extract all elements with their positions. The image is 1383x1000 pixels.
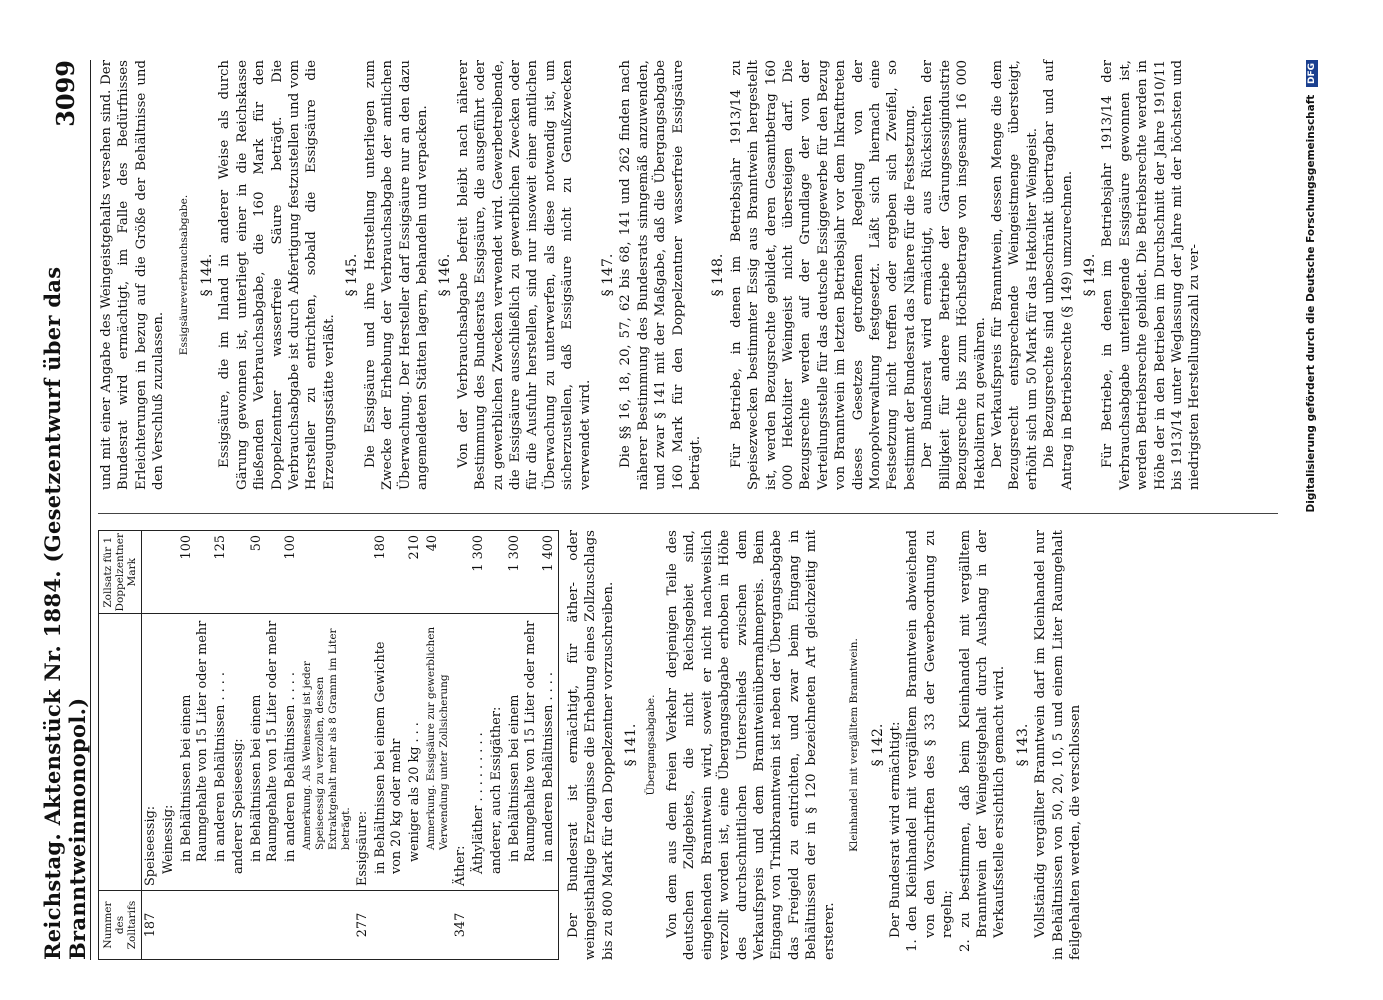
table-header-item [99, 614, 142, 891]
table-row [452, 531, 470, 960]
paragraph: Die §§ 16, 18, 20, 57, 62 bis 68, 141 und 262 finden nach näherer Bestimmung des Bundesrats sinngemäß anzuwenden, und zwar § 141 mit der Maßgabe, daß die Übergangsabgabe 160 Mark für den Doppelzentner wasserfreie Essigsäure beträgt. [618, 60, 703, 490]
table-row [300, 531, 354, 960]
tariff-number [406, 891, 424, 960]
tariff-rate: 180 [372, 531, 406, 614]
table-row [230, 531, 248, 960]
tariff-number [160, 891, 178, 960]
tariff-item: Anmerkung. Als Weinessig ist jeder Speiseessig zu verzollen, dessen Extraktgehalt mehr als 8 Gramm im Liter beträgt. [301, 628, 352, 850]
tariff-number [470, 891, 488, 960]
tariff-rate [142, 531, 161, 614]
tariff-number [540, 891, 559, 960]
paragraph: Der Verkaufspreis für Branntwein, dessen Menge die dem Bezugsrecht entsprechende Weingeistmenge übersteigt, erhöht sich um 50 Mark für das Hektoliter Weingeist. [989, 60, 1040, 490]
tariff-number: 187 [142, 891, 161, 960]
section-heading: § 141. [623, 723, 640, 767]
tariff-rate: 1 400 [540, 531, 559, 614]
paragraph: Von dem aus dem freien Verkehr derjenigen Teile des deutschen Zollgebiets, die nicht Reichsgebiet sind, eingehenden Branntwein wird, soweit er nicht nachweislich verzollt worden ist, eine Übergangsabgabe erhoben in Höhe des durchschnittlichen Unterschieds zwischen dem Verkaufspreis und dem Branntweinübernahmepreis. Beim Eingang von Trinkbranntwein ist neben der Übergangsabgabe das Freigeld zu entrichten, und zwar beim Eingang in Behältnissen der in § 120 bezeichneten Art gleichzeitig mit ersterer. [665, 530, 837, 960]
tariff-number [248, 891, 282, 960]
tariff-rate: 50 [248, 531, 282, 614]
tariff-number [506, 891, 540, 960]
tariff-rate: 100 [282, 531, 300, 614]
tariff-item: in Behältnissen bei einem Raumgehalte von 15 Liter oder mehr [179, 620, 210, 862]
tariff-number [282, 891, 300, 960]
tariff-item: weniger als 20 kg . . . [407, 722, 422, 862]
section-heading: § 144. [199, 253, 216, 297]
list-item: 1. den Kleinhandel mit vergälltem Branntwein abweichend von den Vorschriften des § 33 der Gewerbeordnung zu regeln; [905, 530, 956, 952]
table-row [160, 531, 178, 960]
tariff-number: 347 [452, 891, 470, 960]
table-row [178, 531, 212, 960]
table-row [372, 531, 406, 960]
tariff-item: in Behältnissen bei einem Raumgehalte von 15 Liter oder mehr [507, 620, 538, 862]
dfg-logo: DFG [1306, 60, 1318, 87]
tariff-item: in anderen Behältnissen . . . . [541, 672, 556, 862]
table-row [142, 531, 161, 960]
tariff-rate: 1 300 [470, 531, 488, 614]
section-heading: § 147. [599, 253, 616, 297]
paragraph: Vollständig vergällter Branntwein darf im Kleinhandel nur in Behältnissen von 50, 20, 10, 5 und einem Liter Raumgehalt feilgehalten werden, die verschlossen [1033, 530, 1083, 960]
paragraph: und mit einer Angabe des Weingeistgehalts versehen sind. Der Bundesrat wird ermächtigt, im Falle des Bedürfnisses Erleichterungen in bezug auf die Größe der Behältnisse und den Verschluß zuzulassen. [99, 60, 167, 490]
tariff-rate: 125 [212, 531, 230, 614]
tariff-item: in Behältnissen bei einem Raumgehalte von 15 Liter oder mehr [249, 620, 280, 862]
paragraph: Für Betriebe, in denen im Betriebsjahr 1913/14 zu Speisezwecken bestimmter Essig aus Branntwein hergestellt ist, werden Bezugsrechte gebildet, deren Gesamtbetrag 160 000 Hektoliter Weingeist nicht übersteigen darf. Die Bezugsrechte werden auf der Grundlage der von der Verteilungsstelle für das deutsche Essiggewerbe für den Bezug von Branntwein im letzten Betriebsjahr vor dem Inkrafttreten dieses Gesetzes getroffenen Regelung von der Monopolverwaltung festgesetzt. Läßt sich hiernach eine Festsetzung nicht treffen oder ergeben sich Zweifel, so bestimmt der Bundesrat das Nähere für die Festsetzung. [728, 60, 918, 490]
tariff-rate [452, 531, 470, 614]
chapter-heading: Essigsäureverbrauchsabgabe. [177, 194, 190, 356]
table-row [212, 531, 230, 960]
table-row [424, 531, 452, 960]
tariff-item: anderer Speiseessig: [231, 738, 246, 874]
paragraph: Für Betriebe, in denen im Betriebsjahr 1913/14 der Verbrauchsabgabe unterliegende Essigsäure gewonnen ist, werden Betriebsrechte gebildet. Die Betriebsrechte werden in Höhe der in den Betrieben im Durchschnitt der Jahre 1910/11 bis 1913/14 unter Weglassung der Jahre mit der höchsten und niedrigsten Herstellungszahl zu ver- [1100, 60, 1203, 490]
tariff-item: Essigsäure: [355, 810, 370, 886]
section-heading: § 142. [869, 723, 886, 767]
paragraph: Der Bundesrat ist ermächtigt, für äther- oder weingeisthaltige Erzeugnisse die Erhebung eines Zollzuschlags bis zu 800 Mark für den Doppelzentner vorzuschreiben. [566, 530, 616, 960]
section-heading: § 148. [710, 253, 727, 297]
list-item: 2. zu bestimmen, daß beim Kleinhandel mit vergälltem Branntwein der Weingeistgehalt durch Aushang in der Verkaufsstelle ersichtlich gemacht wird. [957, 530, 1008, 952]
tariff-number [230, 891, 248, 960]
header-title: Reichstag. Aktenstück Nr. 1884. (Gesetzentwurf über das Branntweinmonopol.) [40, 266, 90, 960]
tariff-number [488, 891, 506, 960]
table-row [540, 531, 559, 960]
tariff-rate: 40 [424, 531, 452, 614]
tariff-rate: 100 [178, 531, 212, 614]
tariff-rate [354, 531, 372, 614]
page-number: 3099 [50, 60, 80, 127]
tariff-item: in anderen Behältnissen . . . . [213, 672, 228, 862]
paragraph: Von der Verbrauchsabgabe befreit bleibt nach näherer Bestimmung des Bundesrats Essigsäure, die ausgeführt oder zu gewerblichen Zwecken verwendet wird. Gewerbetreibende, die Essigsäure ausschließlich zu gewerblichen Zwecken oder für die Ausfuhr herstellen, sind nur insoweit einer amtlichen Überwachung zu unterwerfen, als diese notwendig ist, um sicherzustellen, daß Essigsäure nicht zu Genußzwecken verwendet wird. [455, 60, 593, 490]
page-header [40, 60, 91, 960]
tariff-number [372, 891, 406, 960]
tariff-rate: 1 300 [506, 531, 540, 614]
table-row [354, 531, 372, 960]
table-row [470, 531, 488, 960]
tariff-number [178, 891, 212, 960]
tariff-item: in anderen Behältnissen . . . . [283, 672, 298, 862]
tariff-number [300, 891, 354, 960]
section-heading: § 145. [344, 253, 361, 297]
table-row [506, 531, 540, 960]
tariff-rate [230, 531, 248, 614]
tariff-rate [160, 531, 178, 614]
paragraph: Der Bundesrat wird ermächtigt: [887, 721, 903, 938]
tariff-item: in Behältnissen bei einem Gewichte von 20 kg oder mehr [373, 641, 404, 874]
paragraph: Der Bundesrat wird ermächtigt, aus Rücksichten der Billigkeit für andere Betriebe der Gärungsessigindustrie Bezugsrechte bis zum Höchstbetrage von insgesamt 16 000 Hektolitern zu gewähren. [920, 60, 988, 490]
table-row [406, 531, 424, 960]
table-row [248, 531, 282, 960]
paragraph: Essigsäure, die im Inland in anderer Weise als durch Gärung gewonnen ist, unterliegt einer in die Reichskasse fließenden Verbrauchsabgabe, die 160 Mark für den Doppelzentner wasserfreie Säure beträgt. Die Verbrauchsabgabe ist durch Abfertigung festzustellen und vom Hersteller zu entrichten, sobald die Essigsäure die Erzeugungsstätte verläßt. [217, 60, 337, 490]
chapter-heading: Kleinhandel mit vergälltem Branntwein. [848, 638, 861, 852]
tariff-item: Anmerkung. Essigsäure zur gewerblichen Verwendung unter Zollsicherung [425, 626, 450, 850]
tariff-rate: 210 [406, 531, 424, 614]
right-column [98, 60, 1278, 490]
tariff-table [98, 530, 559, 960]
table-row [282, 531, 300, 960]
tariff-item: Äther: [453, 845, 468, 886]
column-divider [98, 513, 1278, 514]
tariff-item: Speiseessig: [143, 805, 158, 886]
table-row [488, 531, 506, 960]
section-heading: § 149. [1081, 253, 1098, 297]
section-subheading: Übergangsabgabe. [644, 694, 657, 796]
credit-text: Digitalisierung gefördert durch die Deutsche Forschungsgemeinschaft [1305, 94, 1317, 513]
section-heading: § 143. [1014, 723, 1031, 767]
tariff-number: 277 [354, 891, 372, 960]
tariff-item: Äthyläther . . . . . . . . . [471, 732, 486, 874]
left-column [98, 530, 1278, 960]
tariff-number [212, 891, 230, 960]
paragraph: Die Essigsäure und ihre Herstellung unterliegen zum Zwecke der Erhebung der Verbrauchsabgabe der amtlichen Überwachung. Der Hersteller darf Essigsäure nur an den dazu angemeldeten Stätten lagern, behandeln und verpacken. [362, 60, 430, 490]
table-header-number: Nummer des Zolltarifs [99, 891, 142, 960]
tariff-item: anderer, auch Essigäther: [489, 706, 504, 874]
tariff-rate [488, 531, 506, 614]
table-header-rate: Zollsatz für 1 Doppelzentner Mark [99, 531, 142, 614]
tariff-item: Weinessig: [161, 804, 176, 874]
tariff-number [424, 891, 452, 960]
digitization-credit [1305, 60, 1318, 960]
section-heading: § 146. [437, 253, 454, 297]
tariff-rate [300, 531, 354, 614]
paragraph: Die Bezugsrechte sind unbeschränkt übertragbar und auf Antrag in Betriebsrechte (§ 149) umzurechnen. [1042, 60, 1075, 490]
